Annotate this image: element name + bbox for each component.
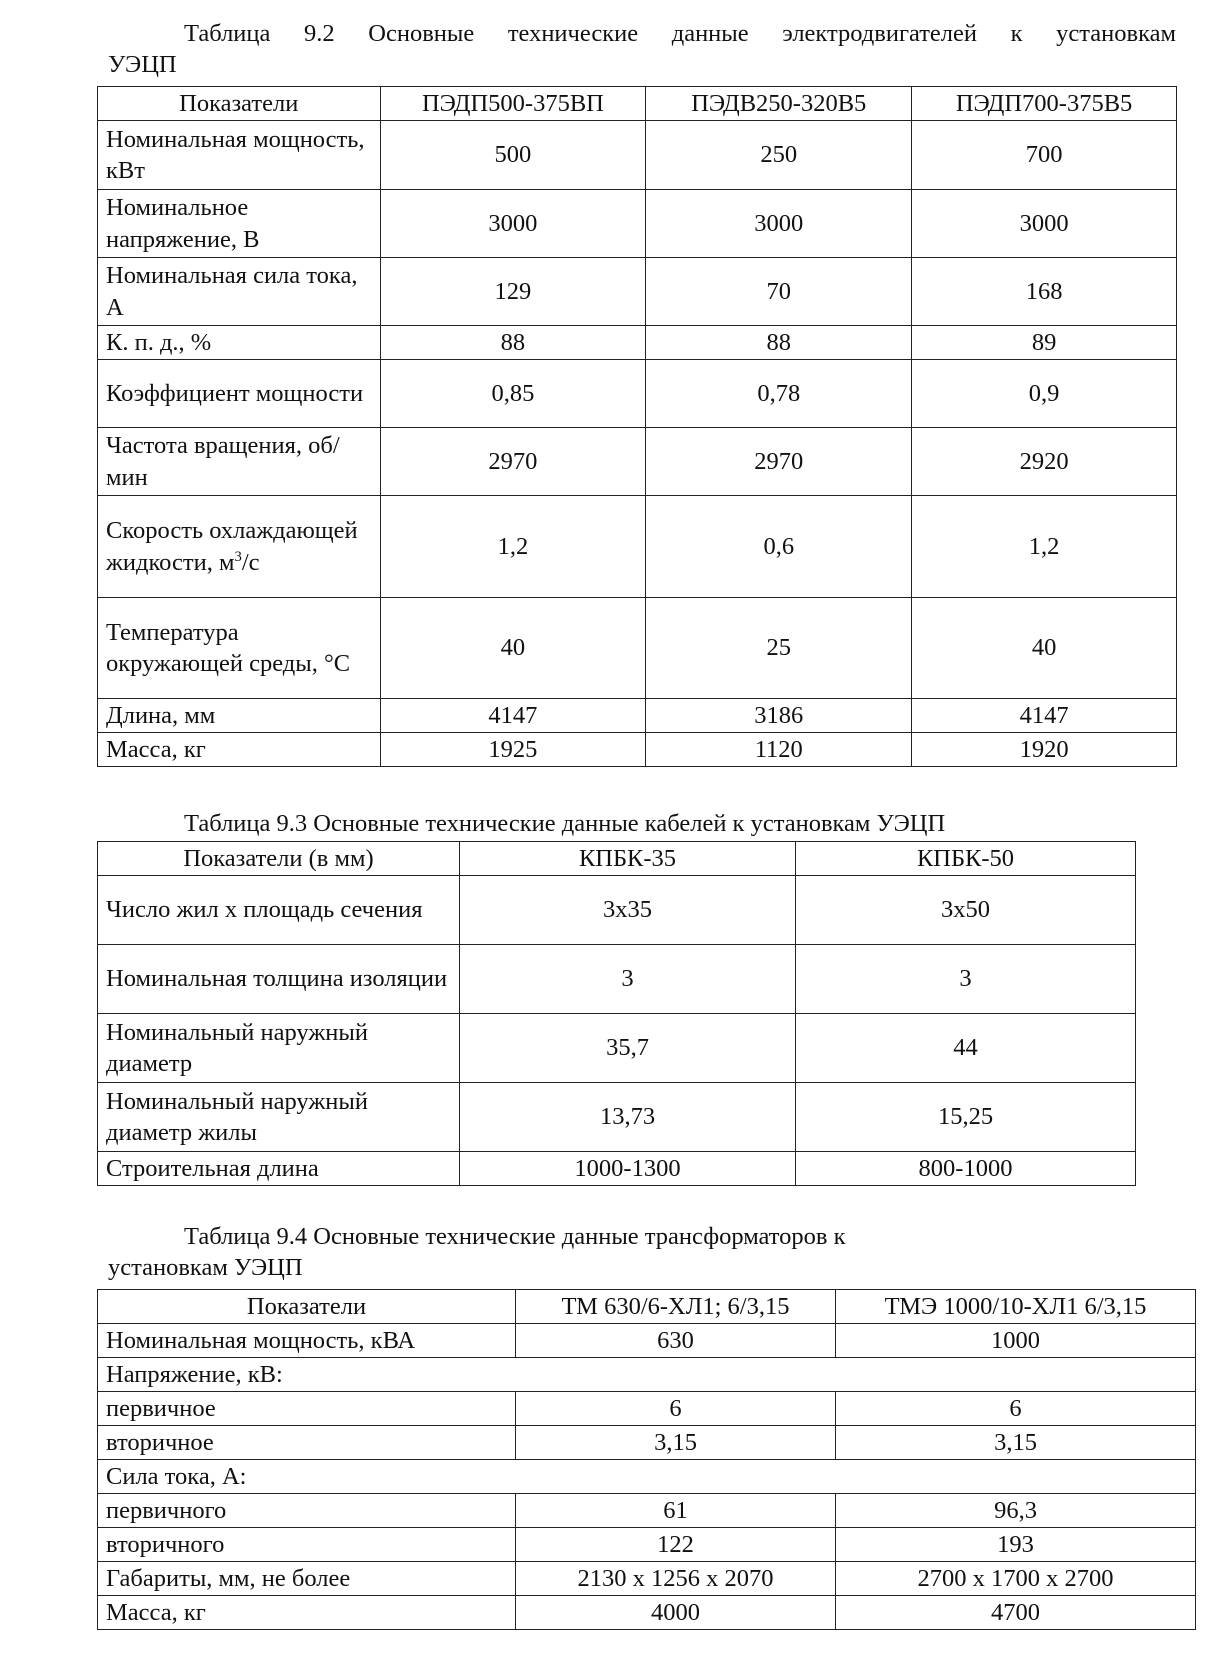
table-header-row: [98, 1290, 1196, 1324]
table-row: [98, 428, 1177, 496]
cell-value: 3: [796, 945, 1136, 1014]
cell-value: 44: [796, 1014, 1136, 1083]
row-label: Температура окружающей среды, °С: [98, 598, 381, 699]
header-cell: ПЭДП700-375В5: [912, 87, 1177, 121]
table-section-row: [98, 1460, 1196, 1494]
cell-value: 3000: [646, 190, 912, 258]
cell-value: 4700: [836, 1596, 1196, 1630]
table-row: [98, 699, 1177, 733]
row-label: К. п. д., %: [98, 326, 381, 360]
cell-value: 70: [646, 258, 912, 326]
cell-value: 1,2: [380, 496, 646, 598]
row-label: Число жил х площадь сечения: [98, 876, 460, 945]
cell-value: 500: [380, 121, 646, 190]
table-row: [98, 190, 1177, 258]
row-label: Строительная длина: [98, 1152, 460, 1186]
cell-value: 88: [646, 326, 912, 360]
table-row: [98, 1014, 1136, 1083]
table-row: [98, 1426, 1196, 1460]
table-row: [98, 876, 1136, 945]
table-row: [98, 496, 1177, 598]
row-label: [98, 496, 381, 598]
row-label: Масса, кг: [98, 1596, 516, 1630]
header-cell: Показатели (в мм): [98, 842, 460, 876]
table-row: [98, 1596, 1196, 1630]
cell-value: 129: [380, 258, 646, 326]
cell-value: 0,85: [380, 360, 646, 428]
cell-value: 3: [460, 945, 796, 1014]
cell-value: 2920: [912, 428, 1177, 496]
table-row: [98, 598, 1177, 699]
table-9-3-caption: [184, 808, 1084, 839]
table-9-3: [97, 841, 1136, 1186]
table-header-row: [98, 842, 1136, 876]
table-row: [98, 1562, 1196, 1596]
cell-value: 1120: [646, 733, 912, 767]
table-9-4-caption: [108, 1221, 1108, 1284]
header-cell: ПЭДВ250-320В5: [646, 87, 912, 121]
cell-value: 13,73: [460, 1083, 796, 1152]
cell-value: 2700 х 1700 х 2700: [836, 1562, 1196, 1596]
table-9-2-caption: [108, 18, 1176, 81]
table-row: [98, 121, 1177, 190]
cell-value: 1000: [836, 1324, 1196, 1358]
cell-value: 0,6: [646, 496, 912, 598]
cell-value: 89: [912, 326, 1177, 360]
table-9-4-caption-line2: установкам УЭЦП: [108, 1254, 303, 1282]
row-label: Номинальная сила тока, А: [98, 258, 381, 326]
row-label-unit: /с: [241, 548, 260, 576]
table-9-2-caption-line2: УЭЦП: [108, 51, 177, 79]
cell-value: 3186: [646, 699, 912, 733]
cell-value: 3000: [380, 190, 646, 258]
cell-value: 1925: [380, 733, 646, 767]
cell-value: 4147: [380, 699, 646, 733]
cell-value: 700: [912, 121, 1177, 190]
cell-value: 193: [836, 1528, 1196, 1562]
table-9-2-caption-line1: Таблица 9.2 Основные технические данные электродвигателей к установкам: [184, 20, 1176, 47]
table-9-2: [97, 86, 1177, 767]
table-row: [98, 1083, 1136, 1152]
row-label: первичного: [98, 1494, 516, 1528]
header-cell: ТМ 630/6-ХЛ1; 6/3,15: [516, 1290, 836, 1324]
cell-value: 1,2: [912, 496, 1177, 598]
row-label: Частота вращения, об/мин: [98, 428, 381, 496]
cell-value: 40: [912, 598, 1177, 699]
cell-value: 250: [646, 121, 912, 190]
cell-value: 4147: [912, 699, 1177, 733]
row-label: Масса, кг: [98, 733, 381, 767]
table-row: [98, 1324, 1196, 1358]
cell-value: 61: [516, 1494, 836, 1528]
cell-value: 3000: [912, 190, 1177, 258]
row-label: Коэффициент мощности: [98, 360, 381, 428]
cell-value: 1920: [912, 733, 1177, 767]
cell-value: 15,25: [796, 1083, 1136, 1152]
cell-value: 40: [380, 598, 646, 699]
section-label: Напряжение, кВ:: [98, 1358, 1196, 1392]
row-label: Габариты, мм, не более: [98, 1562, 516, 1596]
table-row: [98, 258, 1177, 326]
cell-value: 2970: [380, 428, 646, 496]
row-label: Номинальная мощность, кВА: [98, 1324, 516, 1358]
cell-value: 0,9: [912, 360, 1177, 428]
table-row: [98, 1152, 1136, 1186]
cell-value: 3,15: [516, 1426, 836, 1460]
cell-value: 168: [912, 258, 1177, 326]
cell-value: 4000: [516, 1596, 836, 1630]
header-cell: КПБК-50: [796, 842, 1136, 876]
cell-value: 800-1000: [796, 1152, 1136, 1186]
section-label: Сила тока, А:: [98, 1460, 1196, 1494]
row-label: вторичное: [98, 1426, 516, 1460]
row-label-text: Скорость охлаждающей жидкости, м: [106, 517, 358, 576]
cell-value: 96,3: [836, 1494, 1196, 1528]
cell-value: 3х35: [460, 876, 796, 945]
cell-value: 2970: [646, 428, 912, 496]
table-section-row: [98, 1358, 1196, 1392]
cell-value: 25: [646, 598, 912, 699]
table-row: [98, 1494, 1196, 1528]
row-label: Номинальная мощность, кВт: [98, 121, 381, 190]
table-row: [98, 733, 1177, 767]
header-cell: Показатели: [98, 1290, 516, 1324]
cell-value: 0,78: [646, 360, 912, 428]
header-cell: КПБК-35: [460, 842, 796, 876]
cell-value: 1000-1300: [460, 1152, 796, 1186]
table-row: [98, 1528, 1196, 1562]
row-label: Номинальный наружный диаметр жилы: [98, 1083, 460, 1152]
cell-value: 2130 х 1256 х 2070: [516, 1562, 836, 1596]
table-row: [98, 326, 1177, 360]
table-9-4: [97, 1289, 1196, 1630]
cell-value: 88: [380, 326, 646, 360]
row-label: Номинальная толщина изоляции: [98, 945, 460, 1014]
table-9-4-caption-line1: Таблица 9.4 Основные технические данные трансформаторов к: [184, 1223, 846, 1250]
cell-value: 3х50: [796, 876, 1136, 945]
row-label: вторичного: [98, 1528, 516, 1562]
row-label: Номинальный наружный диаметр: [98, 1014, 460, 1083]
row-label: первичное: [98, 1392, 516, 1426]
table-row: [98, 945, 1136, 1014]
header-cell: ПЭДП500-375ВП: [380, 87, 646, 121]
row-label: Длина, мм: [98, 699, 381, 733]
cell-value: 35,7: [460, 1014, 796, 1083]
table-row: [98, 1392, 1196, 1426]
cell-value: 6: [836, 1392, 1196, 1426]
table-9-3-caption-line: Таблица 9.3 Основные технические данные кабелей к установкам УЭЦП: [184, 810, 946, 837]
cell-value: 3,15: [836, 1426, 1196, 1460]
superscript: 3: [234, 548, 242, 565]
row-label: Номинальное напряжение, В: [98, 190, 381, 258]
cell-value: 6: [516, 1392, 836, 1426]
table-row: [98, 360, 1177, 428]
table-header-row: [98, 87, 1177, 121]
header-cell: ТМЭ 1000/10-ХЛ1 6/3,15: [836, 1290, 1196, 1324]
cell-value: 630: [516, 1324, 836, 1358]
cell-value: 122: [516, 1528, 836, 1562]
header-cell: Показатели: [98, 87, 381, 121]
